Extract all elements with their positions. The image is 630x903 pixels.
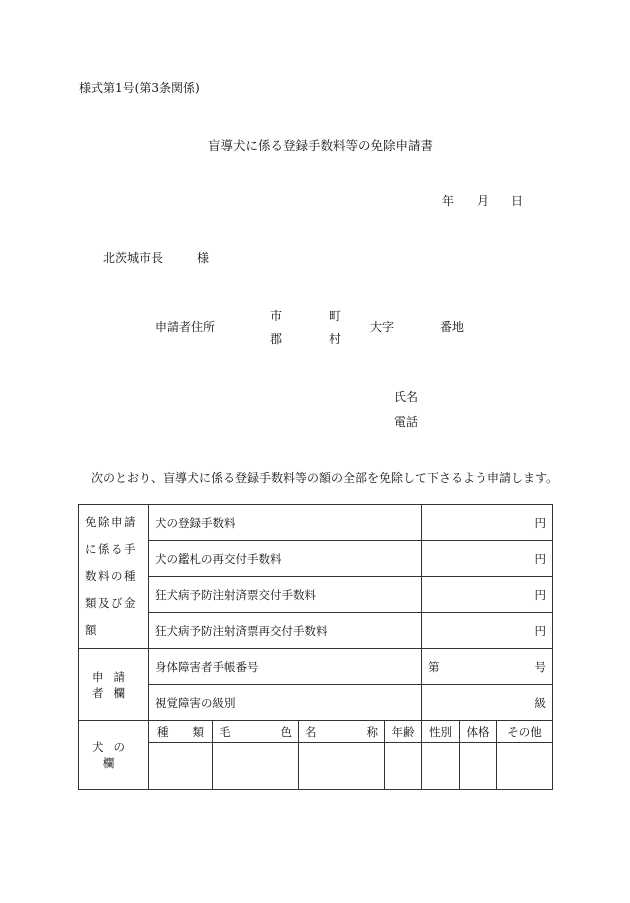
- dog-col-kind: 種 類: [149, 721, 213, 743]
- address-banchi: 番地: [440, 320, 465, 334]
- dog-col-physique: 体格: [460, 721, 497, 743]
- dog-physique-cell[interactable]: [460, 743, 497, 790]
- application-table: [78, 504, 553, 790]
- handbook-suffix: 号: [534, 659, 547, 674]
- phone-label: 電話: [394, 415, 419, 429]
- dog-data-row: [79, 743, 553, 790]
- name-label: 氏名: [394, 390, 419, 404]
- fee-name: 犬の登録手数料: [149, 505, 422, 541]
- form-number: 様式第1号(第3条関係): [79, 81, 200, 95]
- fee-row: [79, 505, 553, 541]
- fee-unit: 円: [422, 541, 553, 577]
- visual-label: 視覚障害の級別: [149, 685, 422, 721]
- address-oaza: 大字: [370, 320, 395, 334]
- date-day: 日: [511, 194, 524, 208]
- dog-color-cell[interactable]: [213, 743, 299, 790]
- date-year: 年: [442, 194, 455, 208]
- addressee-mayor: 北茨城市長: [103, 251, 164, 265]
- applicant-category: 申請者欄: [79, 649, 149, 721]
- handbook-label: 身体障害者手帳番号: [149, 649, 422, 685]
- dog-col-other: その他: [497, 721, 553, 743]
- dog-category: 犬の欄: [79, 721, 149, 790]
- addressee-honorific: 様: [197, 251, 210, 265]
- dog-col-color: 毛 色: [213, 721, 299, 743]
- dog-col-name: 名 称: [299, 721, 385, 743]
- fee-unit: 円: [422, 505, 553, 541]
- fees-category: 免除申請に係る手数料の種類及び金額: [79, 505, 149, 649]
- dog-col-sex: 性別: [422, 721, 460, 743]
- dog-name-cell[interactable]: [299, 743, 385, 790]
- fee-unit: 円: [422, 613, 553, 649]
- handbook-row: [79, 649, 553, 685]
- visual-unit: 級: [422, 685, 553, 721]
- address-gun: 郡: [270, 332, 283, 346]
- fee-row: [79, 613, 553, 649]
- date-month: 月: [477, 194, 490, 208]
- address-shi: 市: [270, 309, 283, 323]
- dog-age-cell[interactable]: [385, 743, 422, 790]
- handbook-number-cell: [422, 649, 553, 685]
- handbook-prefix: 第: [428, 659, 440, 674]
- fee-name: 狂犬病予防注射済票再交付手数料: [149, 613, 422, 649]
- dog-sex-cell[interactable]: [422, 743, 460, 790]
- applicant-address-label: 申請者住所: [155, 320, 216, 334]
- dog-other-cell[interactable]: [497, 743, 553, 790]
- fee-name: 犬の鑑札の再交付手数料: [149, 541, 422, 577]
- address-machi: 町: [329, 309, 342, 323]
- dog-kind-cell[interactable]: [149, 743, 213, 790]
- fee-unit: 円: [422, 577, 553, 613]
- fee-name: 狂犬病予防注射済票交付手数料: [149, 577, 422, 613]
- statement: 次のとおり、盲導犬に係る登録手数料等の額の全部を免除して下さるよう申請します。: [91, 471, 559, 485]
- fee-row: [79, 541, 553, 577]
- dog-header-row: [79, 721, 553, 743]
- dog-col-age: 年齢: [385, 721, 422, 743]
- address-mura: 村: [329, 332, 342, 346]
- fee-row: [79, 577, 553, 613]
- page-title: 盲導犬に係る登録手数料等の免除申請書: [208, 138, 434, 153]
- visual-row: [79, 685, 553, 721]
